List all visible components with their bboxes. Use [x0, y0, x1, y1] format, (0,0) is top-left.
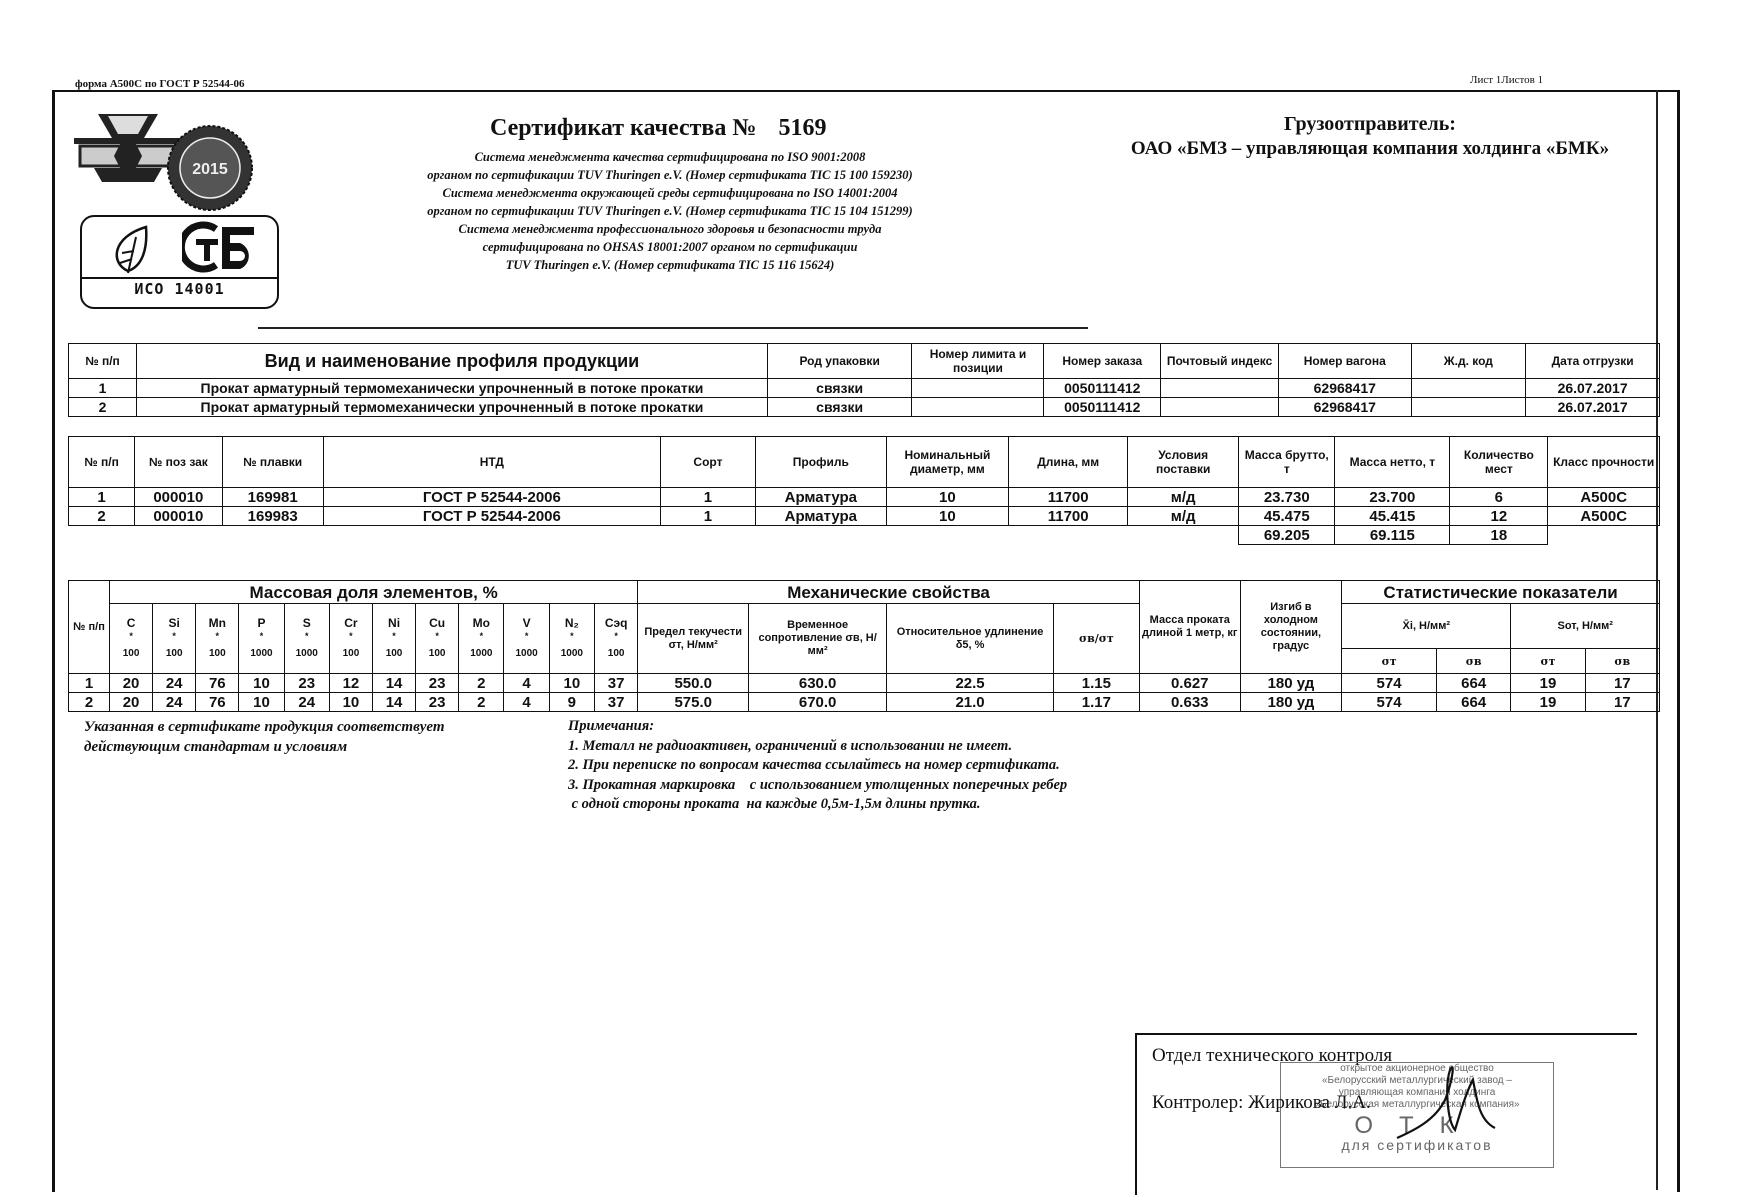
- cell: Арматура: [755, 488, 886, 507]
- cert-line: сертифицирована по OHSAS 18001:2007 органом по сертификации: [482, 240, 858, 254]
- note-item: с одной стороны проката на каждые 0,5м-1,5м длины прутка.: [568, 796, 981, 812]
- total-gross: 69.205: [1239, 526, 1335, 545]
- cell: м/д: [1128, 488, 1239, 507]
- cell: 62968417: [1279, 398, 1411, 417]
- col-header: σв: [1585, 649, 1659, 674]
- notes-block: [568, 717, 1067, 815]
- certificate-title: [490, 115, 827, 142]
- cell: 6: [1450, 488, 1548, 507]
- cell: 24: [153, 674, 196, 693]
- cell: 10: [239, 693, 284, 712]
- col-header: σт: [1342, 649, 1437, 674]
- cell: 20: [110, 674, 153, 693]
- element-header: Mo * 1000: [459, 604, 504, 674]
- cell: 180 уд: [1240, 693, 1342, 712]
- cell: 23: [416, 693, 459, 712]
- col-header: № поз зак: [135, 437, 222, 488]
- cell: 0050111412: [1044, 398, 1161, 417]
- col-header: Масса проката длиной 1 метр, кг: [1139, 581, 1240, 674]
- cell: 23: [284, 674, 329, 693]
- cell: [912, 379, 1044, 398]
- cell: 14: [372, 674, 415, 693]
- col-header: Сорт: [660, 437, 755, 488]
- cell: Прокат арматурный термомеханически упрочненный в потоке прокатки: [137, 379, 768, 398]
- cell: 9: [549, 693, 594, 712]
- element-header: Ni * 100: [372, 604, 415, 674]
- cert-line: TUV Thuringen e.V. (Номер сертификата TIC 15 116 15624): [505, 258, 835, 272]
- element-header: Cr * 100: [329, 604, 372, 674]
- cell: 17: [1585, 674, 1659, 693]
- conformity-line: Указанная в сертификате продукция соответствует: [84, 719, 445, 735]
- cell: 2: [69, 507, 135, 526]
- cert-line: Система менеджмента окружающей среды сертифицирована по ISO 14001:2004: [442, 186, 898, 200]
- cell: 19: [1511, 693, 1585, 712]
- col-header: Масса нетто, т: [1335, 437, 1450, 488]
- cell: 17: [1585, 693, 1659, 712]
- cell: 574: [1342, 693, 1437, 712]
- cell: 76: [196, 693, 239, 712]
- cell: 10: [886, 488, 1008, 507]
- cell: 11700: [1009, 488, 1128, 507]
- stamp-otk: ОТК: [1354, 1112, 1480, 1139]
- col-header: Ж.д. код: [1411, 344, 1526, 379]
- stats-group-header: Статистические показатели: [1342, 581, 1660, 604]
- cell: 24: [153, 693, 196, 712]
- cell: 45.475: [1239, 507, 1335, 526]
- col-header: Условия поставки: [1128, 437, 1239, 488]
- cert-line: Система менеджмента профессионального здоровья и безопасности труда: [458, 222, 882, 236]
- stb-mark-icon: [182, 221, 258, 273]
- cell: 22.5: [887, 674, 1054, 693]
- cell: 2: [459, 693, 504, 712]
- col-header: Относительное удлинение δ5, %: [887, 604, 1054, 674]
- stamp-line: открытое акционерное общество: [1340, 1063, 1494, 1074]
- stamp-line: «Белорусская металлургическая компания»: [1314, 1099, 1520, 1110]
- cell: 11700: [1009, 507, 1128, 526]
- elements-group-header: Массовая доля элементов, %: [110, 581, 638, 604]
- cell: 169983: [222, 507, 323, 526]
- cell: связки: [767, 379, 912, 398]
- note-item: 1. Металл не радиоактивен, ограничений в использовании не имеет.: [568, 737, 1013, 754]
- cell: 664: [1436, 693, 1510, 712]
- cell: м/д: [1128, 507, 1239, 526]
- otk-title: Отдел технического контроля: [1152, 1045, 1393, 1066]
- col-header: Предел текучести σт, Н/мм²: [638, 604, 749, 674]
- cell: 37: [594, 693, 637, 712]
- sheet-label: Лист 1Листов 1: [1470, 74, 1544, 86]
- iso-label: ИСО 14001: [134, 280, 225, 298]
- cell: 000010: [135, 507, 222, 526]
- cell: 26.07.2017: [1526, 379, 1660, 398]
- cell: [1161, 398, 1279, 417]
- cell: 21.0: [887, 693, 1054, 712]
- note-item: 3. Прокатная маркировка с использованием утолщенных поперечных ребер: [568, 776, 1068, 793]
- cell: 1: [69, 379, 137, 398]
- col-header: № п/п: [69, 581, 110, 674]
- col-header: Класс прочности: [1548, 437, 1660, 488]
- cell: 2: [69, 693, 110, 712]
- certificate-number: 5169: [778, 115, 827, 141]
- table-row: [69, 379, 1660, 398]
- seal-year: 2015: [192, 161, 228, 178]
- col-header: Номер вагона: [1279, 344, 1411, 379]
- cell: 575.0: [638, 693, 749, 712]
- cell: 0050111412: [1044, 379, 1161, 398]
- cell: 630.0: [749, 674, 887, 693]
- cell: 2: [69, 398, 137, 417]
- totals-row: [69, 526, 1660, 545]
- conformity-statement: [84, 717, 445, 757]
- cell: А500С: [1548, 488, 1660, 507]
- cell: 23.700: [1335, 488, 1450, 507]
- element-header: C * 100: [110, 604, 153, 674]
- element-header: V * 1000: [504, 604, 549, 674]
- table-header-row: [69, 344, 1660, 379]
- col-header: Количество мест: [1450, 437, 1548, 488]
- col-header: Почтовый индекс: [1161, 344, 1279, 379]
- cell: 10: [886, 507, 1008, 526]
- cell: 23: [416, 674, 459, 693]
- cell: ГОСТ Р 52544-2006: [323, 488, 660, 507]
- col-header: НТД: [323, 437, 660, 488]
- shipper-name: ОАО «БМЗ – управляющая компания холдинга «БМК»: [1130, 138, 1610, 159]
- cell: 62968417: [1279, 379, 1411, 398]
- cell: 45.415: [1335, 507, 1450, 526]
- col-header: Временное сопротивление σв, Н/мм²: [749, 604, 887, 674]
- leaf-icon: [106, 223, 152, 275]
- properties-table: [68, 580, 1660, 712]
- col-header: Номер лимита и позиции: [912, 344, 1044, 379]
- cell: 20: [110, 693, 153, 712]
- element-header: N₂ * 1000: [549, 604, 594, 674]
- cell: 23.730: [1239, 488, 1335, 507]
- cell: 180 уд: [1240, 674, 1342, 693]
- cell: 26.07.2017: [1526, 398, 1660, 417]
- totals-spacer: [1548, 526, 1660, 545]
- stats-x-header: X̄i, Н/мм²: [1342, 604, 1511, 649]
- col-header: σв/σт: [1053, 604, 1139, 674]
- cell: 4: [504, 693, 549, 712]
- cell: 10: [239, 674, 284, 693]
- total-places: 18: [1450, 526, 1548, 545]
- col-header: № п/п: [69, 344, 137, 379]
- cell: 12: [1450, 507, 1548, 526]
- cert-line: органом по сертификации TUV Thuringen e.V. (Номер сертификата TIC 15 104 151299): [427, 204, 913, 218]
- element-header: Mn * 100: [196, 604, 239, 674]
- cell: 000010: [135, 488, 222, 507]
- col-header: Вид и наименование профиля продукции: [137, 344, 768, 379]
- conformity-line: действующим стандартам и условиям: [84, 739, 348, 755]
- table-row: [69, 693, 1660, 712]
- cell: 10: [549, 674, 594, 693]
- cell: 0.627: [1139, 674, 1240, 693]
- quality-seal-icon: [166, 124, 254, 212]
- product-table: [68, 436, 1660, 545]
- cell: 14: [372, 693, 415, 712]
- stats-s-header: Sот, Н/мм²: [1511, 604, 1660, 649]
- col-header: Масса брутто, т: [1239, 437, 1335, 488]
- cell: 4: [504, 674, 549, 693]
- cell: 19: [1511, 674, 1585, 693]
- header-divider: [258, 327, 1088, 329]
- col-header: Изгиб в холодном состоянии, градус: [1240, 581, 1342, 674]
- table-row: [69, 488, 1660, 507]
- shipper-block: [1090, 113, 1650, 160]
- shipper-label: Грузоотправитель:: [1284, 113, 1456, 135]
- cell: [1411, 398, 1526, 417]
- cell: 1: [69, 488, 135, 507]
- cell: 37: [594, 674, 637, 693]
- cell: 12: [329, 674, 372, 693]
- cell: 670.0: [749, 693, 887, 712]
- cell: 1: [660, 507, 755, 526]
- cell: 1: [69, 674, 110, 693]
- cert-line: Система менеджмента качества сертифицирована по ISO 9001:2008: [474, 150, 866, 164]
- iso-divider: [82, 277, 277, 279]
- cell: 169981: [222, 488, 323, 507]
- cell: 24: [284, 693, 329, 712]
- table-header-row: [69, 437, 1660, 488]
- col-header: № п/п: [69, 437, 135, 488]
- cell: 550.0: [638, 674, 749, 693]
- table-row: [69, 674, 1660, 693]
- form-label: форма А500С по ГОСТ Р 52544-06: [75, 78, 245, 90]
- cell: ГОСТ Р 52544-2006: [323, 507, 660, 526]
- cell: 0.633: [1139, 693, 1240, 712]
- element-header: Cэq * 100: [594, 604, 637, 674]
- col-header: Номинальный диаметр, мм: [886, 437, 1008, 488]
- subheader-row: [69, 604, 1660, 649]
- cell: 574: [1342, 674, 1437, 693]
- col-header: № плавки: [222, 437, 323, 488]
- col-header: Дата отгрузки: [1526, 344, 1660, 379]
- cell: 1.15: [1053, 674, 1139, 693]
- cell: 76: [196, 674, 239, 693]
- total-net: 69.115: [1335, 526, 1450, 545]
- cell: 2: [459, 674, 504, 693]
- cell: А500С: [1548, 507, 1660, 526]
- col-header: σв: [1436, 649, 1510, 674]
- stamp-bottom: для сертификатов: [1341, 1137, 1493, 1153]
- totals-spacer: [69, 526, 1239, 545]
- cell: связки: [767, 398, 912, 417]
- table-row: [69, 507, 1660, 526]
- shipment-table: [68, 343, 1660, 417]
- stamp-line: «Белорусский металлургический завод –: [1322, 1075, 1512, 1086]
- note-item: 2. При переписке по вопросам качества ссылайтесь на номер сертификата.: [568, 757, 1060, 773]
- table-row: [69, 398, 1660, 417]
- col-header: Длина, мм: [1009, 437, 1128, 488]
- cell: 10: [329, 693, 372, 712]
- cell: Прокат арматурный термомеханически упрочненный в потоке прокатки: [137, 398, 768, 417]
- notes-title: Примечания:: [568, 718, 655, 734]
- title-text: Сертификат качества №: [490, 115, 757, 141]
- cell: 1.17: [1053, 693, 1139, 712]
- col-header: Профиль: [755, 437, 886, 488]
- controller-name: Контролер: Жирикова Л.А.: [1152, 1092, 1371, 1113]
- element-header: Si * 100: [153, 604, 196, 674]
- element-header: S * 1000: [284, 604, 329, 674]
- cell: Арматура: [755, 507, 886, 526]
- certification-lines: [360, 148, 980, 274]
- signature-icon: [1395, 1050, 1505, 1150]
- cell: 1: [660, 488, 755, 507]
- mech-group-header: Механические свойства: [638, 581, 1140, 604]
- group-header-row: [69, 581, 1660, 604]
- cell: 664: [1436, 674, 1510, 693]
- cell: [912, 398, 1044, 417]
- iso-14001-logo: [80, 215, 279, 309]
- col-header: σт: [1511, 649, 1585, 674]
- cell: [1161, 379, 1279, 398]
- col-header: Род упаковки: [767, 344, 912, 379]
- cell: [1411, 379, 1526, 398]
- col-header: Номер заказа: [1044, 344, 1161, 379]
- element-header: Cu * 100: [416, 604, 459, 674]
- element-header: P * 1000: [239, 604, 284, 674]
- cert-line: органом по сертификации TUV Thuringen e.V. (Номер сертификата TIC 15 100 159230): [427, 168, 913, 182]
- stamp-line: управляющая компания холдинга: [1338, 1087, 1496, 1098]
